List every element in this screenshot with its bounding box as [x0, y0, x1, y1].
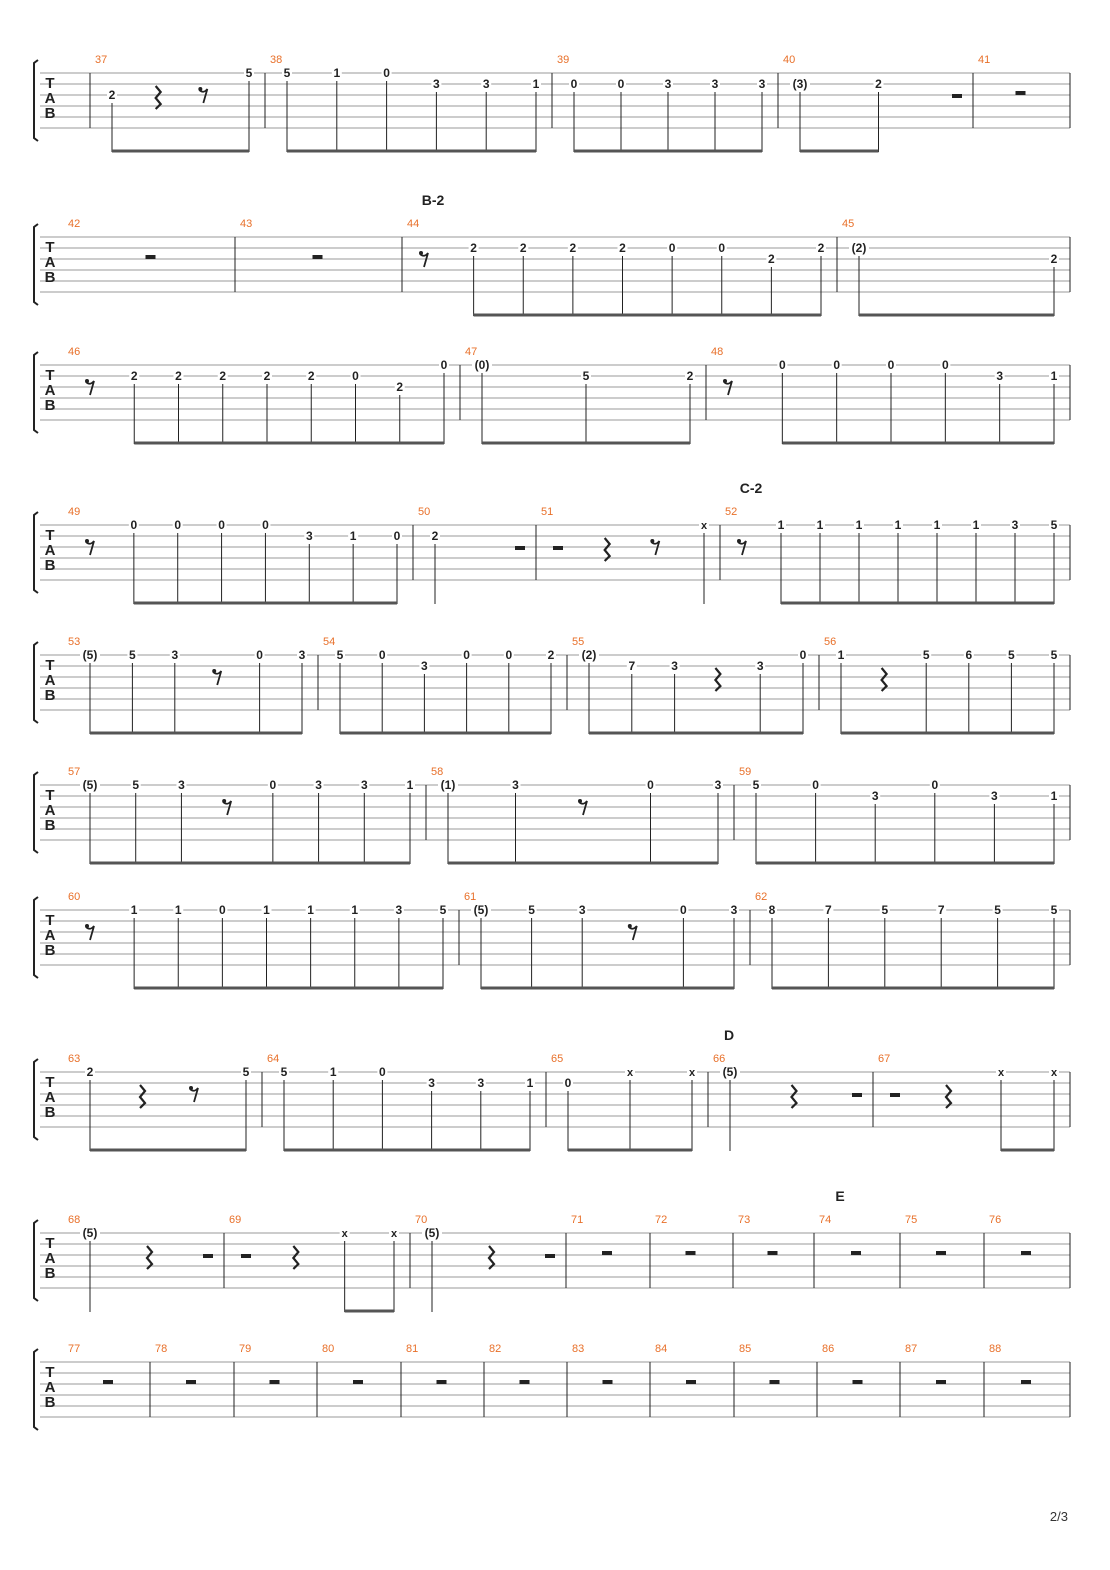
whole-rest [520, 1380, 530, 1384]
eighth-rest [86, 541, 94, 555]
fret-number: 3 [1011, 518, 1019, 532]
measure-number: 64 [267, 1053, 280, 1065]
tab-clef-letter: A [44, 802, 56, 819]
fret-number: 3 [360, 778, 368, 792]
fret-number: 5 [922, 648, 930, 662]
tab-clef-letter: A [44, 382, 56, 399]
fret-number: 1 [894, 518, 902, 532]
tab-clef-letter: A [44, 672, 56, 689]
whole-rest [936, 1251, 946, 1255]
eighth-rest-dot [628, 924, 632, 928]
tab-system [34, 480, 1070, 604]
whole-rest [936, 1380, 946, 1384]
fret-number: 0 [174, 518, 182, 532]
fret-number: 1 [855, 518, 863, 532]
fret-number: 3 [482, 77, 490, 91]
fret-number: 1 [1050, 369, 1058, 383]
section-marker: E [835, 1188, 845, 1204]
measure-number: 43 [240, 218, 253, 230]
eighth-rest [738, 541, 746, 555]
whole-rest [353, 1380, 363, 1384]
fret-number: 3 [758, 77, 766, 91]
fret-number: 5 [881, 903, 889, 917]
tab-clef-letter: A [44, 927, 56, 944]
measure-number: 46 [68, 346, 81, 358]
fret-number: 0 [617, 77, 625, 91]
measure-number: 53 [68, 636, 81, 648]
whole-rest [1021, 1251, 1031, 1255]
fret-number: 5 [129, 648, 136, 662]
fret-number: 0 [941, 358, 949, 372]
system-bracket [34, 352, 38, 433]
fret-number: 2 [307, 369, 315, 383]
tab-clef-letter: T [45, 912, 55, 929]
fret-number: 0 [440, 358, 448, 372]
fret-number: 2 [396, 380, 404, 394]
eighth-rest-dot [650, 539, 654, 543]
tab-system [34, 346, 1070, 444]
tab-clef-letter: T [45, 657, 55, 674]
fret-number: 3 [664, 77, 672, 91]
dead-note: x [626, 1067, 634, 1079]
fret-number: 0 [378, 648, 386, 662]
fret-number: (0) [474, 358, 490, 372]
fret-number: 0 [570, 77, 578, 91]
tab-system [34, 1027, 1070, 1151]
tab-clef-letter: T [45, 367, 55, 384]
half-rest [553, 546, 563, 550]
fret-number: (2) [581, 648, 597, 662]
fret-number: 7 [825, 903, 832, 917]
fret-number: 1 [532, 77, 540, 91]
tab-clef-letter: A [44, 90, 56, 107]
system-bracket [34, 897, 38, 978]
dead-note: x [341, 1228, 348, 1240]
tab-clef-letter: A [44, 1379, 56, 1396]
fret-number: 2 [686, 369, 694, 383]
eighth-rest-dot [198, 87, 202, 91]
system-bracket [34, 1349, 38, 1430]
measure-number: 68 [68, 1214, 81, 1226]
measure-number: 73 [738, 1214, 751, 1226]
fret-number: (1) [440, 778, 456, 792]
measure-number: 61 [464, 891, 477, 903]
fret-number: (5) [473, 903, 489, 917]
fret-number: 8 [768, 903, 776, 917]
measure-number: 84 [655, 1343, 668, 1355]
fret-number: (5) [82, 648, 98, 662]
fret-number: 0 [668, 241, 676, 255]
measure-number: 59 [739, 766, 752, 778]
half-rest [241, 1254, 251, 1258]
fret-number: 3 [421, 659, 428, 673]
system-bracket [34, 512, 38, 593]
measure-number: 77 [68, 1343, 81, 1355]
eighth-rest-dot [419, 251, 423, 255]
fret-number: 3 [298, 648, 306, 662]
whole-rest [770, 1380, 780, 1384]
fret-number: 2 [619, 241, 626, 255]
fret-number: 5 [1008, 648, 1015, 662]
fret-number: 0 [680, 903, 687, 917]
measure-number: 80 [322, 1343, 335, 1355]
tab-system [34, 192, 1070, 316]
measure-number: 40 [783, 54, 796, 66]
tab-system [34, 891, 1070, 989]
tab-clef-letter: T [45, 1074, 55, 1091]
tab-clef-letter: A [44, 254, 56, 271]
eighth-rest [724, 381, 732, 395]
fret-number: 7 [628, 659, 636, 673]
eighth-rest-dot [222, 799, 226, 803]
eighth-rest [579, 801, 587, 815]
fret-number: 2 [768, 252, 775, 266]
fret-number: 3 [178, 778, 185, 792]
whole-rest [1016, 91, 1026, 95]
eighth-rest-dot [85, 924, 89, 928]
eighth-rest-dot [737, 539, 741, 543]
fret-number: 5 [280, 1065, 288, 1079]
fret-number: 3 [477, 1076, 485, 1090]
dead-note: x [688, 1067, 696, 1079]
fret-number: 3 [512, 778, 519, 792]
fret-number: 1 [1050, 789, 1058, 803]
fret-number: 2 [817, 241, 825, 255]
measure-number: 60 [68, 891, 81, 903]
tab-clef-letter: B [44, 942, 56, 959]
measure-number: 38 [270, 54, 283, 66]
fret-number: 0 [812, 778, 819, 792]
fret-number: 2 [108, 88, 116, 102]
system-bracket [34, 1220, 38, 1301]
fret-number: 0 [833, 358, 841, 372]
fret-number: 0 [130, 518, 138, 532]
measure-number: 81 [406, 1343, 419, 1355]
eighth-rest [86, 381, 94, 395]
whole-rest [270, 1380, 280, 1384]
half-rest [203, 1254, 213, 1258]
whole-rest [437, 1380, 447, 1384]
measure-number: 82 [489, 1343, 502, 1355]
tab-clef-letter: B [44, 1394, 56, 1411]
dead-note: x [1050, 1067, 1058, 1079]
fret-number: (3) [792, 77, 808, 91]
eighth-rest [86, 926, 94, 940]
fret-number: 2 [470, 241, 477, 255]
eighth-rest-dot [212, 669, 216, 673]
tab-clef-letter: B [44, 817, 56, 834]
fret-number: 1 [933, 518, 941, 532]
fret-number: 2 [1050, 252, 1058, 266]
fret-number: (2) [851, 241, 867, 255]
system-bracket [34, 60, 38, 141]
half-rest [952, 94, 962, 98]
measure-number: 52 [725, 506, 738, 518]
fret-number: 2 [175, 369, 182, 383]
fret-number: 3 [756, 659, 764, 673]
fret-number: 1 [816, 518, 824, 532]
tab-system [34, 766, 1070, 864]
tab-clef-letter: T [45, 75, 55, 92]
fret-number: 1 [837, 648, 845, 662]
measure-number: 56 [824, 636, 837, 648]
whole-rest [1021, 1380, 1031, 1384]
whole-rest [313, 255, 323, 259]
system-bracket [34, 772, 38, 853]
fret-number: 0 [383, 66, 390, 80]
measure-number: 57 [68, 766, 81, 778]
fret-number: (5) [82, 1226, 98, 1240]
fret-number: 0 [564, 1076, 572, 1090]
fret-number: 5 [242, 1065, 250, 1079]
fret-number: 5 [1050, 648, 1058, 662]
fret-number: 1 [329, 1065, 337, 1079]
tab-system [34, 636, 1070, 734]
measure-number: 54 [323, 636, 336, 648]
dead-note: x [390, 1228, 398, 1240]
fret-number: 3 [671, 659, 678, 673]
measure-number: 39 [557, 54, 570, 66]
fret-number: 2 [86, 1065, 94, 1079]
fret-number: 5 [752, 778, 760, 792]
fret-number: 1 [351, 903, 359, 917]
fret-number: 2 [547, 648, 555, 662]
section-marker: B-2 [421, 192, 445, 208]
measure-number: 70 [415, 1214, 428, 1226]
fret-number: 0 [262, 518, 269, 532]
whole-rest [186, 1380, 196, 1384]
tab-clef-letter: T [45, 1235, 55, 1252]
tab-system [34, 1188, 1070, 1312]
tab-clef-letter: B [44, 105, 56, 122]
measure-number: 55 [572, 636, 585, 648]
fret-number: 3 [433, 77, 440, 91]
fret-number: 3 [395, 903, 403, 917]
measure-number: 67 [878, 1053, 891, 1065]
fret-number: 3 [711, 77, 719, 91]
whole-rest [603, 1380, 613, 1384]
tab-clef-letter: B [44, 1265, 56, 1282]
section-marker: C-2 [739, 480, 763, 496]
fret-number: 3 [428, 1076, 435, 1090]
fret-number: 3 [996, 369, 1004, 383]
fret-number: 0 [778, 358, 786, 372]
fret-number: 5 [528, 903, 535, 917]
eighth-rest-dot [85, 379, 89, 383]
measure-number: 65 [551, 1053, 564, 1065]
fret-number: 0 [352, 369, 359, 383]
tab-system [34, 54, 1070, 152]
measure-number: 45 [842, 218, 855, 230]
measure-number: 58 [431, 766, 444, 778]
tab-system [34, 1343, 1070, 1430]
fret-number: 3 [991, 789, 998, 803]
measure-number: 49 [68, 506, 81, 518]
measure-number: 51 [541, 506, 554, 518]
measure-number: 48 [711, 346, 724, 358]
eighth-rest [651, 541, 659, 555]
fret-number: 0 [269, 778, 277, 792]
fret-number: 2 [431, 529, 439, 543]
measure-number: 78 [155, 1343, 168, 1355]
fret-number: 3 [315, 778, 322, 792]
fret-number: 1 [972, 518, 980, 532]
dead-note: x [997, 1067, 1005, 1079]
system-bracket [34, 642, 38, 723]
fret-number: 0 [799, 648, 807, 662]
fret-number: 5 [994, 903, 1001, 917]
measure-number: 87 [905, 1343, 918, 1355]
tab-clef-letter: A [44, 1250, 56, 1267]
fret-number: 7 [937, 903, 945, 917]
measure-number: 72 [655, 1214, 668, 1226]
page-number: 2/3 [1049, 1509, 1068, 1524]
measure-number: 83 [572, 1343, 585, 1355]
eighth-rest-dot [578, 799, 582, 803]
fret-number: 2 [519, 241, 527, 255]
whole-rest [768, 1251, 778, 1255]
measure-number: 44 [407, 218, 420, 230]
eighth-rest [420, 253, 428, 267]
tab-clef-letter: A [44, 1089, 56, 1106]
measure-number: 76 [989, 1214, 1002, 1226]
measure-number: 75 [905, 1214, 918, 1226]
measure-number: 50 [418, 506, 431, 518]
whole-rest [686, 1380, 696, 1384]
fret-number: 0 [379, 1065, 386, 1079]
whole-rest [853, 1380, 863, 1384]
fret-number: 5 [1050, 903, 1058, 917]
fret-number: 0 [718, 241, 726, 255]
fret-number: 0 [219, 903, 226, 917]
fret-number: 5 [283, 66, 291, 80]
fret-number: 2 [569, 241, 577, 255]
fret-number: 2 [130, 369, 138, 383]
fret-number: 5 [1050, 518, 1058, 532]
eighth-rest [199, 89, 207, 103]
fret-number: 3 [171, 648, 179, 662]
tab-clef-letter: B [44, 397, 56, 414]
tab-clef-letter: B [44, 687, 56, 704]
tab-clef-letter: T [45, 787, 55, 804]
tab-clef-letter: T [45, 1364, 55, 1381]
system-bracket [34, 1059, 38, 1140]
fret-number: 0 [931, 778, 939, 792]
measure-number: 62 [755, 891, 768, 903]
fret-number: (5) [82, 778, 98, 792]
tab-clef-letter: T [45, 527, 55, 544]
fret-number: 3 [871, 789, 879, 803]
fret-number: 2 [875, 77, 882, 91]
fret-number: 1 [333, 66, 341, 80]
fret-number: 0 [393, 529, 401, 543]
eighth-rest-dot [85, 539, 89, 543]
measure-number: 42 [68, 218, 81, 230]
tab-clef-letter: B [44, 269, 56, 286]
dead-note: x [700, 520, 708, 532]
measure-number: 71 [571, 1214, 584, 1226]
measure-number: 69 [229, 1214, 242, 1226]
fret-number: 3 [714, 778, 722, 792]
fret-number: 0 [463, 648, 470, 662]
fret-number: 1 [307, 903, 314, 917]
whole-rest [686, 1251, 696, 1255]
fret-number: 0 [887, 358, 895, 372]
fret-number: (5) [424, 1226, 440, 1240]
eighth-rest [213, 671, 221, 685]
tab-clef-letter: A [44, 542, 56, 559]
system-bracket [34, 224, 38, 305]
fret-number: 3 [730, 903, 738, 917]
eighth-rest-dot [723, 379, 727, 383]
fret-number: 6 [965, 648, 973, 662]
fret-number: 1 [174, 903, 182, 917]
whole-rest [602, 1251, 612, 1255]
fret-number: 2 [263, 369, 271, 383]
eighth-rest-dot [189, 1086, 193, 1090]
fret-number: (5) [722, 1065, 738, 1079]
measure-number: 66 [713, 1053, 726, 1065]
section-marker: D [723, 1027, 735, 1043]
fret-number: 0 [218, 518, 225, 532]
fret-number: 3 [578, 903, 586, 917]
measure-number: 86 [822, 1343, 835, 1355]
fret-number: 1 [349, 529, 357, 543]
fret-number: 5 [582, 369, 590, 383]
tab-clef-letter: B [44, 1104, 56, 1121]
fret-number: 0 [647, 778, 654, 792]
fret-number: 5 [439, 903, 447, 917]
tab-clef-letter: B [44, 557, 56, 574]
fret-number: 1 [777, 518, 785, 532]
eighth-rest [223, 801, 231, 815]
fret-number: 1 [406, 778, 414, 792]
half-rest [515, 546, 525, 550]
half-rest [890, 1093, 900, 1097]
measure-number: 88 [989, 1343, 1002, 1355]
fret-number: 5 [132, 778, 140, 792]
measure-number: 63 [68, 1053, 81, 1065]
eighth-rest [629, 926, 637, 940]
measure-number: 41 [978, 54, 991, 66]
whole-rest [103, 1380, 113, 1384]
whole-rest [851, 1251, 861, 1255]
half-rest [852, 1093, 862, 1097]
measure-number: 47 [465, 346, 478, 358]
fret-number: 1 [526, 1076, 534, 1090]
measure-number: 37 [95, 54, 108, 66]
fret-number: 1 [130, 903, 138, 917]
fret-number: 5 [336, 648, 344, 662]
measure-number: 79 [239, 1343, 252, 1355]
measure-number: 74 [819, 1214, 832, 1226]
tab-clef-letter: T [45, 239, 55, 256]
fret-number: 2 [219, 369, 227, 383]
whole-rest [146, 255, 156, 259]
eighth-rest [190, 1088, 198, 1102]
fret-number: 0 [256, 648, 263, 662]
fret-number: 0 [505, 648, 513, 662]
fret-number: 5 [245, 66, 253, 80]
fret-number: 3 [305, 529, 313, 543]
half-rest [545, 1254, 555, 1258]
measure-number: 85 [739, 1343, 752, 1355]
fret-number: 1 [263, 903, 270, 917]
